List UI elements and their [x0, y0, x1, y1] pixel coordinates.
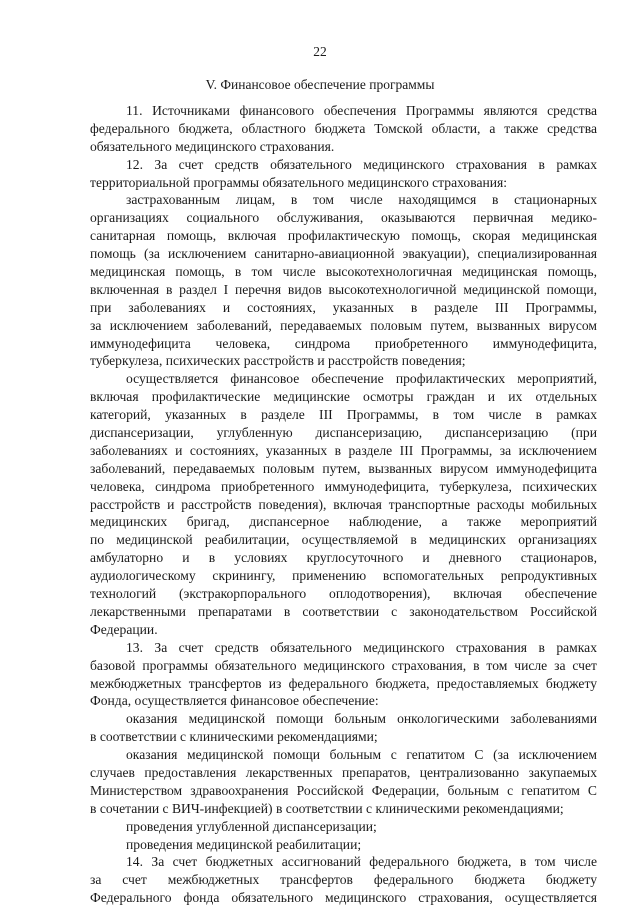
text-line: заболеваниях и состояниях, указанных в разделе III Программы, за исключением: [90, 442, 597, 458]
text-line: при заболеваниях и состояниях, указанных в разделе III Программы,: [90, 299, 597, 315]
text-line: включенная в раздел I перечня видов высокотехнологичной медицинской помощи,: [90, 281, 597, 297]
text-line: аудиологическому скринингу, применению вспомогательных репродуктивных: [90, 568, 597, 584]
text-line: Федерального фонда обязательного медицинского страхования, осуществляется: [90, 890, 597, 906]
text-line: 13. За счет средств обязательного медицинского страхования в рамках: [126, 639, 597, 655]
text-line: амбулаторно и в условиях круглосуточного и дневного стационаров,: [90, 550, 597, 566]
text-line: проведения медицинской реабилитации;: [126, 836, 362, 852]
text-line: за исключением заболеваний, передаваемых половым путем, вызванных вирусом: [90, 317, 597, 333]
text-line: федерального бюджета, областного бюджета Томской области, а также средства: [90, 120, 597, 136]
text-line: организациях социального обслуживания, оказываются первичная медико-: [90, 210, 597, 226]
text-line: лекарственными препаратами в соответствии с законодательством Российской: [90, 603, 597, 619]
text-line: включая профилактические медицинские осмотры граждан и их отдельных: [90, 389, 597, 405]
text-line: медицинских бригад, диспансерное наблюдение, а также мероприятий: [90, 514, 597, 530]
text-line: расстройств и расстройств поведения), включая транспортные расходы мобильных: [90, 496, 597, 512]
text-line: по медицинской реабилитации, осуществляемой в медицинских организациях: [90, 532, 597, 548]
section-title: V. Финансовое обеспечение программы: [205, 77, 435, 92]
text-line: проведения углубленной диспансеризации;: [126, 818, 377, 834]
text-line: в соответствии с клиническими рекомендациями;: [90, 729, 378, 745]
text-line: заболеваний, передаваемых половым путем, вызванных вирусом иммунодефицита: [90, 460, 597, 476]
text-line: иммунодефицита человека, синдрома приобретенного иммунодефицита,: [90, 335, 597, 351]
body-text: [90, 102, 597, 907]
text-line: Федерации.: [90, 621, 158, 637]
text-line: осуществляется финансовое обеспечение профилактических мероприятий,: [126, 371, 597, 387]
text-line: диспансеризации, углубленную диспансеризацию, диспансеризацию (при: [90, 425, 597, 441]
text-line: 12. За счет средств обязательного медицинского страхования в рамках: [126, 156, 597, 172]
text-line: застрахованным лицам, в том числе находящимся в стационарных: [126, 192, 597, 208]
text-line: базовой программы обязательного медицинского страхования, в том числе за счет: [90, 657, 597, 673]
text-line: оказания медицинской помощи больным с гепатитом С (за исключением: [126, 747, 597, 763]
text-line: человека, синдрома приобретенного иммунодефицита, туберкулеза, психических: [90, 478, 597, 494]
text-line: за счет межбюджетных трансфертов федерального бюджета бюджету: [90, 872, 597, 888]
text-line: туберкулеза, психических расстройств и расстройств поведения;: [90, 353, 466, 369]
text-line: санитарная помощь, включая профилактическую помощь, скорая медицинская: [90, 228, 597, 244]
text-line: 11. Источниками финансового обеспечения Программы являются средства: [126, 103, 597, 118]
page-number: 22: [313, 44, 327, 59]
text-line: случаев предоставления лекарственных препаратов, централизованно закупаемых: [90, 764, 597, 780]
text-line: медицинская помощь, в том числе высокотехнологичная медицинская помощь,: [90, 264, 597, 280]
text-line: территориальной программы обязательного медицинского страхования:: [90, 174, 508, 190]
text-line: 14. За счет бюджетных ассигнований федерального бюджета, в том числе: [126, 854, 597, 870]
text-line: Фонда, осуществляется финансовое обеспечение:: [90, 693, 379, 709]
text-line: технологий (экстракорпорального оплодотворения), включая обеспечение: [90, 586, 597, 602]
text-line: категорий, указанных в разделе III Программы, в том числе в рамках: [90, 407, 597, 423]
text-line: межбюджетных трансфертов из федерального бюджета, предоставляемых бюджету: [90, 675, 597, 691]
text-line: помощь (за исключением санитарно-авиационной эвакуации), специализированная: [90, 246, 597, 262]
text-line: Министерством здравоохранения Российской Федерации, больным с гепатитом С: [90, 782, 597, 798]
text-line: в сочетании с ВИЧ-инфекцией) в соответствии с клиническими рекомендациями;: [90, 800, 564, 816]
text-line: обязательного медицинского страхования.: [90, 138, 335, 154]
text-line: оказания медицинской помощи больным онкологическими заболеваниями: [126, 711, 597, 727]
